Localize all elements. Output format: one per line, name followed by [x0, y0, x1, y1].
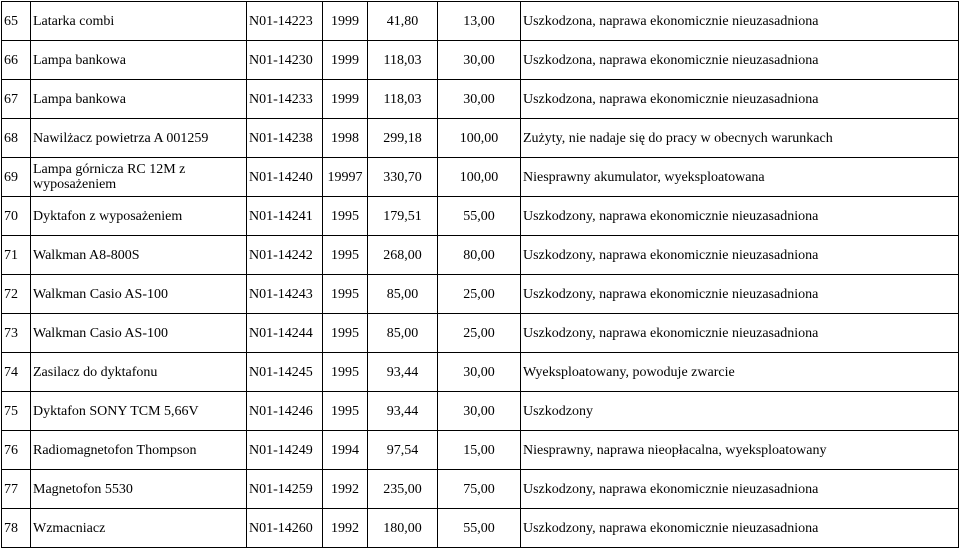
condition-note: Uszkodzony, naprawa ekonomicznie nieuzasadniona: [521, 197, 959, 236]
row-number: 71: [2, 236, 31, 275]
purchase-year: 1995: [323, 353, 368, 392]
wear-percent: 25,00: [438, 314, 521, 353]
row-number: 78: [2, 509, 31, 548]
item-value: 330,70: [368, 158, 438, 197]
item-name: Walkman A8-800S: [31, 236, 247, 275]
item-name: Lampa bankowa: [31, 80, 247, 119]
item-value: 41,80: [368, 2, 438, 41]
item-value: 93,44: [368, 353, 438, 392]
item-name: Zasilacz do dyktafonu: [31, 353, 247, 392]
wear-percent: 25,00: [438, 275, 521, 314]
inventory-code: N01-14223: [247, 2, 323, 41]
table-row: [2, 275, 959, 314]
item-value: 180,00: [368, 509, 438, 548]
wear-percent: 80,00: [438, 236, 521, 275]
inventory-code: N01-14249: [247, 431, 323, 470]
table-row: [2, 236, 959, 275]
wear-percent: 55,00: [438, 197, 521, 236]
row-number: 77: [2, 470, 31, 509]
item-name: Walkman Casio AS-100: [31, 275, 247, 314]
inventory-code: N01-14245: [247, 353, 323, 392]
item-name: Lampa górnicza RC 12M z wyposażeniem: [31, 158, 247, 197]
row-number: 72: [2, 275, 31, 314]
condition-note: Uszkodzona, naprawa ekonomicznie nieuzasadniona: [521, 80, 959, 119]
purchase-year: 19997: [323, 158, 368, 197]
condition-note: Uszkodzona, naprawa ekonomicznie nieuzasadniona: [521, 41, 959, 80]
table-row: [2, 509, 959, 548]
inventory-code: N01-14240: [247, 158, 323, 197]
condition-note: Uszkodzony, naprawa ekonomicznie nieuzasadniona: [521, 470, 959, 509]
wear-percent: 30,00: [438, 41, 521, 80]
row-number: 76: [2, 431, 31, 470]
row-number: 74: [2, 353, 31, 392]
item-name: Radiomagnetofon Thompson: [31, 431, 247, 470]
inventory-code: N01-14241: [247, 197, 323, 236]
condition-note: Wyeksploatowany, powoduje zwarcie: [521, 353, 959, 392]
table-row: [2, 197, 959, 236]
item-value: 299,18: [368, 119, 438, 158]
row-number: 70: [2, 197, 31, 236]
item-name: Latarka combi: [31, 2, 247, 41]
table-row: [2, 431, 959, 470]
item-name: Walkman Casio AS-100: [31, 314, 247, 353]
purchase-year: 1992: [323, 470, 368, 509]
item-value: 97,54: [368, 431, 438, 470]
condition-note: Uszkodzona, naprawa ekonomicznie nieuzasadniona: [521, 2, 959, 41]
table-row: [2, 470, 959, 509]
item-value: 93,44: [368, 392, 438, 431]
item-value: 85,00: [368, 314, 438, 353]
purchase-year: 1995: [323, 314, 368, 353]
inventory-code: N01-14242: [247, 236, 323, 275]
inventory-code: N01-14259: [247, 470, 323, 509]
wear-percent: 100,00: [438, 158, 521, 197]
wear-percent: 30,00: [438, 392, 521, 431]
item-name: Magnetofon 5530: [31, 470, 247, 509]
table-row: [2, 41, 959, 80]
table-row: [2, 2, 959, 41]
row-number: 68: [2, 119, 31, 158]
inventory-code: N01-14233: [247, 80, 323, 119]
table-row: [2, 392, 959, 431]
condition-note: Uszkodzony, naprawa ekonomicznie nieuzasadniona: [521, 236, 959, 275]
item-value: 118,03: [368, 80, 438, 119]
condition-note: Uszkodzony, naprawa ekonomicznie nieuzasadniona: [521, 509, 959, 548]
condition-note: Uszkodzony: [521, 392, 959, 431]
wear-percent: 13,00: [438, 2, 521, 41]
condition-note: Zużyty, nie nadaje się do pracy w obecnych warunkach: [521, 119, 959, 158]
item-name: Dyktafon SONY TCM 5,66V: [31, 392, 247, 431]
item-value: 235,00: [368, 470, 438, 509]
wear-percent: 30,00: [438, 80, 521, 119]
condition-note: Uszkodzony, naprawa ekonomicznie nieuzasadniona: [521, 275, 959, 314]
row-number: 75: [2, 392, 31, 431]
purchase-year: 1992: [323, 509, 368, 548]
purchase-year: 1999: [323, 2, 368, 41]
item-name: Dyktafon z wyposażeniem: [31, 197, 247, 236]
inventory-table-body: [2, 2, 959, 548]
wear-percent: 30,00: [438, 353, 521, 392]
inventory-code: N01-14244: [247, 314, 323, 353]
table-row: [2, 80, 959, 119]
wear-percent: 55,00: [438, 509, 521, 548]
table-row: [2, 119, 959, 158]
inventory-code: N01-14260: [247, 509, 323, 548]
item-value: 179,51: [368, 197, 438, 236]
inventory-code: N01-14238: [247, 119, 323, 158]
condition-note: Uszkodzony, naprawa ekonomicznie nieuzasadniona: [521, 314, 959, 353]
item-name: Nawilżacz powietrza A 001259: [31, 119, 247, 158]
condition-note: Niesprawny, naprawa nieopłacalna, wyeksploatowany: [521, 431, 959, 470]
purchase-year: 1995: [323, 236, 368, 275]
item-name: Lampa bankowa: [31, 41, 247, 80]
purchase-year: 1999: [323, 41, 368, 80]
purchase-year: 1995: [323, 392, 368, 431]
purchase-year: 1995: [323, 275, 368, 314]
row-number: 69: [2, 158, 31, 197]
item-name: Wzmacniacz: [31, 509, 247, 548]
item-value: 118,03: [368, 41, 438, 80]
inventory-table: [1, 1, 959, 548]
inventory-code: N01-14230: [247, 41, 323, 80]
table-row: [2, 314, 959, 353]
inventory-code: N01-14243: [247, 275, 323, 314]
item-value: 268,00: [368, 236, 438, 275]
row-number: 67: [2, 80, 31, 119]
row-number: 65: [2, 2, 31, 41]
wear-percent: 15,00: [438, 431, 521, 470]
row-number: 73: [2, 314, 31, 353]
inventory-code: N01-14246: [247, 392, 323, 431]
purchase-year: 1998: [323, 119, 368, 158]
purchase-year: 1999: [323, 80, 368, 119]
purchase-year: 1994: [323, 431, 368, 470]
purchase-year: 1995: [323, 197, 368, 236]
table-row: [2, 353, 959, 392]
wear-percent: 75,00: [438, 470, 521, 509]
row-number: 66: [2, 41, 31, 80]
wear-percent: 100,00: [438, 119, 521, 158]
condition-note: Niesprawny akumulator, wyeksploatowana: [521, 158, 959, 197]
table-row: [2, 158, 959, 197]
item-value: 85,00: [368, 275, 438, 314]
